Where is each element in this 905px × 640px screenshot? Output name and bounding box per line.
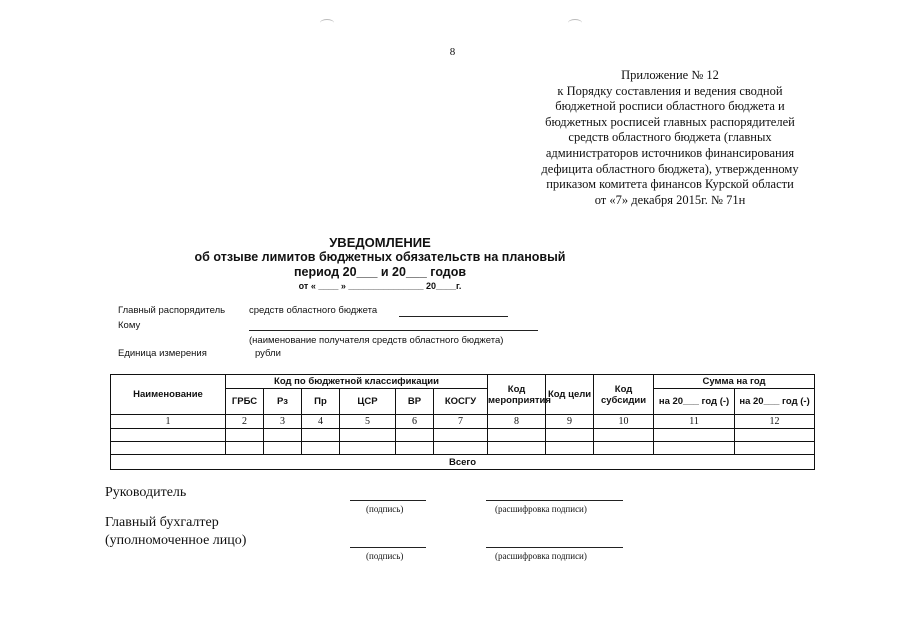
scan-mark bbox=[320, 19, 334, 27]
appendix-line: бюджетных росписей главных распорядителей bbox=[545, 114, 795, 129]
table-cell[interactable] bbox=[111, 429, 226, 442]
header-rz: Рз bbox=[264, 389, 302, 415]
table-cell[interactable] bbox=[340, 429, 396, 442]
head-signature-caption: (подпись) bbox=[366, 504, 404, 514]
table-cell[interactable] bbox=[302, 442, 340, 455]
total-row bbox=[111, 455, 815, 470]
table-cell[interactable] bbox=[434, 429, 488, 442]
column-number: 9 bbox=[546, 415, 594, 429]
page-number: 8 bbox=[449, 46, 456, 58]
column-number: 4 bbox=[302, 415, 340, 429]
column-number: 2 bbox=[226, 415, 264, 429]
appendix-line: дефицита областного бюджета), утвержденному bbox=[541, 161, 799, 176]
total-label: Всего bbox=[111, 455, 815, 470]
table-cell[interactable] bbox=[111, 442, 226, 455]
header-pr: Пр bbox=[302, 389, 340, 415]
table-cell[interactable] bbox=[340, 442, 396, 455]
table-cell[interactable] bbox=[546, 442, 594, 455]
title-date: от « ____ » _______________ 20____г. bbox=[298, 281, 462, 291]
table-row bbox=[111, 429, 815, 442]
to-label: Кому bbox=[118, 320, 141, 331]
appendix-line: Приложение № 12 bbox=[621, 68, 719, 82]
accountant-decode-caption: (расшифровка подписи) bbox=[495, 551, 587, 561]
head-signature-line[interactable] bbox=[350, 500, 426, 501]
table-cell[interactable] bbox=[594, 429, 654, 442]
unit-value: рубли bbox=[255, 348, 281, 359]
table-cell[interactable] bbox=[226, 442, 264, 455]
table-cell[interactable] bbox=[654, 429, 735, 442]
header-year1: на 20___ год (-) bbox=[654, 389, 735, 415]
header-sum-year: Сумма на год bbox=[654, 375, 815, 389]
header-year2: на 20___ год (-) bbox=[735, 389, 815, 415]
accountant-signature-caption: (подпись) bbox=[366, 551, 404, 561]
table-cell[interactable] bbox=[594, 442, 654, 455]
table-cell[interactable] bbox=[654, 442, 735, 455]
column-number: 8 bbox=[488, 415, 546, 429]
table-cell[interactable] bbox=[264, 442, 302, 455]
column-number-row bbox=[111, 415, 815, 429]
table-cell[interactable] bbox=[434, 442, 488, 455]
header-grbs: ГРБС bbox=[226, 389, 264, 415]
header-name: Наименование bbox=[111, 375, 226, 415]
header-vr: ВР bbox=[396, 389, 434, 415]
header-classification: Код по бюджетной классификации bbox=[226, 375, 488, 389]
budget-table bbox=[110, 374, 815, 470]
table-cell[interactable] bbox=[735, 429, 815, 442]
appendix-line: приказом комитета финансов Курской области bbox=[546, 177, 794, 192]
appendix-line: от «7» декабря 2015г. № 71н bbox=[594, 192, 746, 207]
column-number: 7 bbox=[434, 415, 488, 429]
column-number: 6 bbox=[396, 415, 434, 429]
header-csr: ЦСР bbox=[340, 389, 396, 415]
main-manager-label: Главный распорядитель bbox=[118, 305, 226, 316]
column-number: 3 bbox=[264, 415, 302, 429]
column-number: 10 bbox=[594, 415, 654, 429]
table-cell[interactable] bbox=[488, 429, 546, 442]
recipient-line bbox=[249, 330, 538, 331]
table-cell[interactable] bbox=[546, 429, 594, 442]
header-subsidy-code: Код субсидии bbox=[594, 375, 654, 415]
table-cell[interactable] bbox=[735, 442, 815, 455]
main-manager-line bbox=[399, 316, 508, 317]
table-cell[interactable] bbox=[264, 429, 302, 442]
column-number: 11 bbox=[654, 415, 735, 429]
appendix-line: администраторов источников финансирования bbox=[545, 145, 795, 160]
accountant-label: Главный бухгалтер bbox=[105, 515, 219, 530]
table-cell[interactable] bbox=[226, 429, 264, 442]
header-goal-code: Код цели bbox=[546, 375, 594, 415]
recipient-caption: (наименование получателя средств областного бюджета) bbox=[249, 335, 504, 346]
table-cell[interactable] bbox=[302, 429, 340, 442]
accountant-signature-line[interactable] bbox=[350, 547, 426, 548]
head-decode-line[interactable] bbox=[486, 500, 623, 501]
main-manager-value: средств областного бюджета bbox=[249, 305, 378, 316]
document-title bbox=[150, 235, 610, 293]
header-event-code: Код мероприятия bbox=[488, 375, 546, 415]
appendix-line: бюджетной росписи областного бюджета и bbox=[555, 99, 785, 114]
column-number: 12 bbox=[735, 415, 815, 429]
appendix-line: к Порядку составления и ведения сводной bbox=[557, 83, 783, 98]
header-kosgu: КОСГУ bbox=[434, 389, 488, 415]
column-number: 1 bbox=[111, 415, 226, 429]
accountant-decode-line[interactable] bbox=[486, 547, 623, 548]
title-main: УВЕДОМЛЕНИЕ bbox=[329, 235, 431, 250]
appendix-line: средств областного бюджета (главных bbox=[568, 130, 772, 145]
table-cell[interactable] bbox=[396, 442, 434, 455]
title-period: период 20___ и 20___ годов bbox=[293, 265, 467, 279]
scan-mark bbox=[568, 19, 582, 27]
appendix-note bbox=[520, 68, 820, 208]
table-cell[interactable] bbox=[488, 442, 546, 455]
title-subtitle: об отзыве лимитов бюджетных обязательств на плановый bbox=[194, 250, 566, 264]
column-number: 5 bbox=[340, 415, 396, 429]
unit-label: Единица измерения bbox=[118, 348, 207, 359]
head-label: Руководитель bbox=[105, 485, 187, 500]
head-decode-caption: (расшифровка подписи) bbox=[495, 504, 587, 514]
table-cell[interactable] bbox=[396, 429, 434, 442]
table-row bbox=[111, 442, 815, 455]
accountant-sub: (уполномоченное лицо) bbox=[105, 533, 247, 548]
